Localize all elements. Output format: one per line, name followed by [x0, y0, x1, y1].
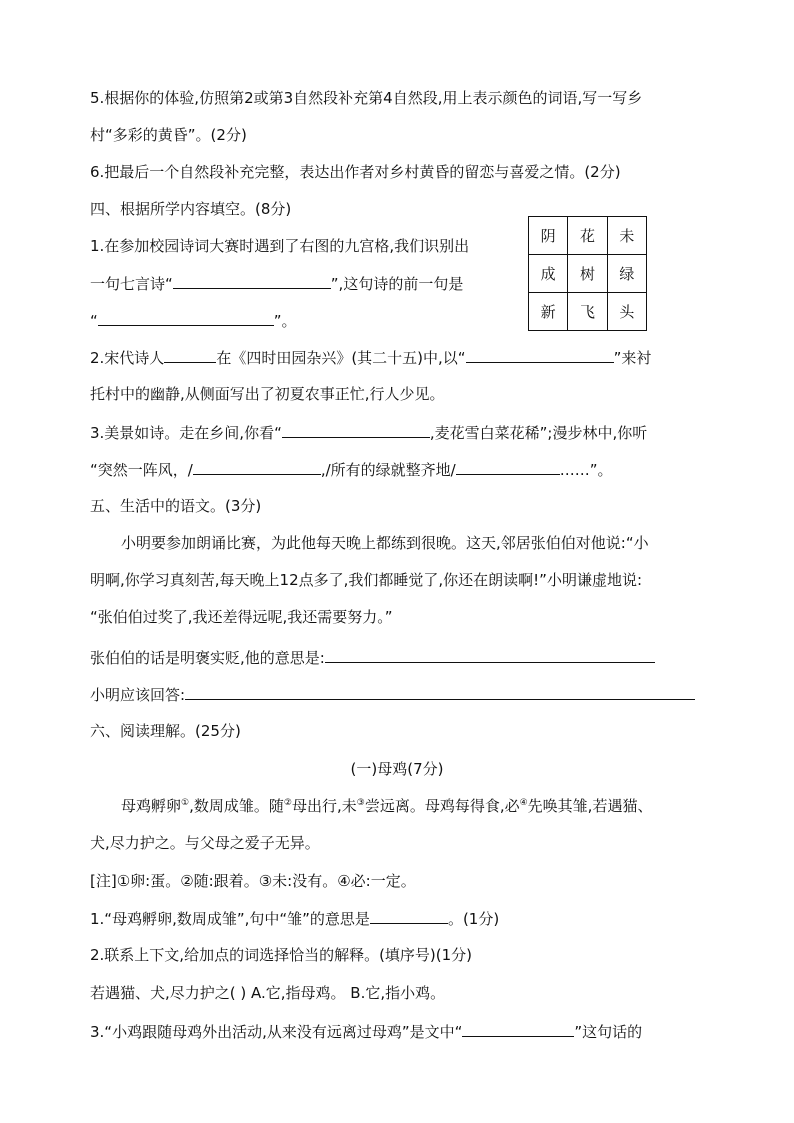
- text: 3.美景如诗。走在乡间,你看“: [90, 424, 282, 442]
- text: ”。: [273, 312, 297, 330]
- answer-blank[interactable]: [466, 346, 614, 363]
- text: 1.“母鸡孵卵,数周成雏”,句中“雏”的意思是: [90, 910, 370, 928]
- section-4-heading: 四、根据所学内容填空。(8分): [90, 200, 292, 218]
- nine-square-grid: [528, 216, 647, 331]
- section-5-heading: 五、生活中的语文。(3分): [90, 497, 262, 515]
- answer-blank[interactable]: [370, 907, 448, 924]
- grid-cell: 飞: [568, 293, 607, 331]
- answer-blank[interactable]: [164, 346, 216, 363]
- text: ”来衬: [613, 349, 652, 367]
- answer-line[interactable]: [185, 683, 695, 700]
- s5-para-line1: 小明要参加朗诵比赛，为此他每天晚上都练到很晚。这天,邻居张伯伯对他说:“小: [121, 534, 649, 552]
- answer-blank[interactable]: [282, 421, 430, 438]
- text: 母鸡孵卵: [121, 797, 182, 815]
- text: 小明应该回答:: [90, 686, 186, 704]
- text: 。(1分): [447, 910, 500, 928]
- text: ……”。: [559, 461, 613, 479]
- text: 一句七言诗“: [90, 275, 173, 293]
- grid-cell: 绿: [607, 255, 646, 293]
- reading-notes: [注]①卵:蛋。②随:跟着。③未:没有。④必:一定。: [90, 872, 416, 890]
- text: 在《四时田园杂兴》(其二十五)中,以“: [216, 349, 466, 367]
- q5-line2: 村“多彩的黄昏”。(2分): [90, 126, 247, 144]
- s4-q3-line1: [90, 421, 647, 444]
- q5-line1: 5.根据你的体验,仿照第2或第3自然段补充第4自然段,用上表示颜色的词语,写一写乡: [90, 89, 643, 107]
- reading-q2-options: 若遇猫、犬,尽力护之( ) A.它,指母鸡。 B.它,指小鸡。: [90, 984, 446, 1002]
- text: ”这句话的: [574, 1023, 643, 1041]
- s5-para-line2: 明啊,你学习真刻苦,每天晚上12点多了,我们都睡觉了,你还在朗读啊!”小明谦虚地说:: [90, 571, 643, 589]
- text: “: [90, 312, 98, 330]
- answer-blank[interactable]: [462, 1020, 574, 1037]
- grid-cell: 新: [529, 293, 568, 331]
- text: 张伯伯的话是明褒实贬,他的意思是:: [90, 649, 325, 667]
- grid-cell: 阴: [529, 217, 568, 255]
- answer-blank[interactable]: [173, 272, 331, 289]
- text: 母出行,未: [291, 797, 357, 815]
- s4-q1-line3: [90, 309, 297, 332]
- footnote-mark: ①: [181, 798, 190, 808]
- text: ,/所有的绿就整齐地/: [320, 461, 456, 479]
- footnote-mark: ③: [356, 798, 365, 808]
- s4-q2-line2: 托村中的幽静,从侧面写出了初夏农事正忙,行人少见。: [90, 385, 445, 403]
- answer-blank[interactable]: [193, 458, 321, 475]
- text: ,麦花雪白菜花稀”;漫步林中,你听: [429, 424, 648, 442]
- reading-q3: [90, 1020, 642, 1043]
- answer-blank[interactable]: [456, 458, 560, 475]
- footnote-mark: ②: [283, 798, 292, 808]
- answer-line[interactable]: [325, 646, 655, 663]
- reading-para-line1: [121, 795, 652, 817]
- reading-q1: [90, 907, 499, 930]
- s5-q2: [90, 683, 695, 706]
- text: “突然一阵风，/: [90, 461, 193, 479]
- answer-blank[interactable]: [98, 309, 274, 326]
- text: 尝远离。母鸡每得食,必: [364, 797, 520, 815]
- reading-q2: 2.联系上下文,给加点的词选择恰当的解释。(填序号)(1分): [90, 946, 473, 964]
- q6: 6.把最后一个自然段补充完整，表达出作者对乡村黄昏的留恋与喜爱之情。(2分): [90, 163, 621, 181]
- text: 先唤其雏,若遇猫、: [527, 797, 653, 815]
- grid-cell: 树: [568, 255, 607, 293]
- text: ”,这句诗的前一句是: [330, 275, 464, 293]
- grid-cell: 成: [529, 255, 568, 293]
- grid-cell: 头: [607, 293, 646, 331]
- grid-cell: 花: [568, 217, 607, 255]
- reading-title: (一)母鸡(7分): [350, 760, 444, 778]
- s4-q1-line2: [90, 272, 463, 295]
- grid-cell: 未: [607, 217, 646, 255]
- s4-q1-line1: 1.在参加校园诗词大赛时遇到了右图的九宫格,我们识别出: [90, 237, 470, 255]
- s4-q3-line2: [90, 458, 613, 481]
- s5-q1: [90, 646, 655, 669]
- text: 3.“小鸡跟随母鸡外出活动,从来没有远离过母鸡”是文中“: [90, 1023, 463, 1041]
- text: 2.宋代诗人: [90, 349, 165, 367]
- reading-para-line2: 犬,尽力护之。与父母之爱子无异。: [90, 834, 320, 852]
- s5-para-line3: “张伯伯过奖了,我还差得远呢,我还需要努力。”: [90, 608, 393, 626]
- s4-q2-line1: [90, 346, 651, 369]
- footnote-mark: ④: [519, 798, 528, 808]
- section-6-heading: 六、阅读理解。(25分): [90, 722, 241, 740]
- text: ,数周成雏。随: [189, 797, 284, 815]
